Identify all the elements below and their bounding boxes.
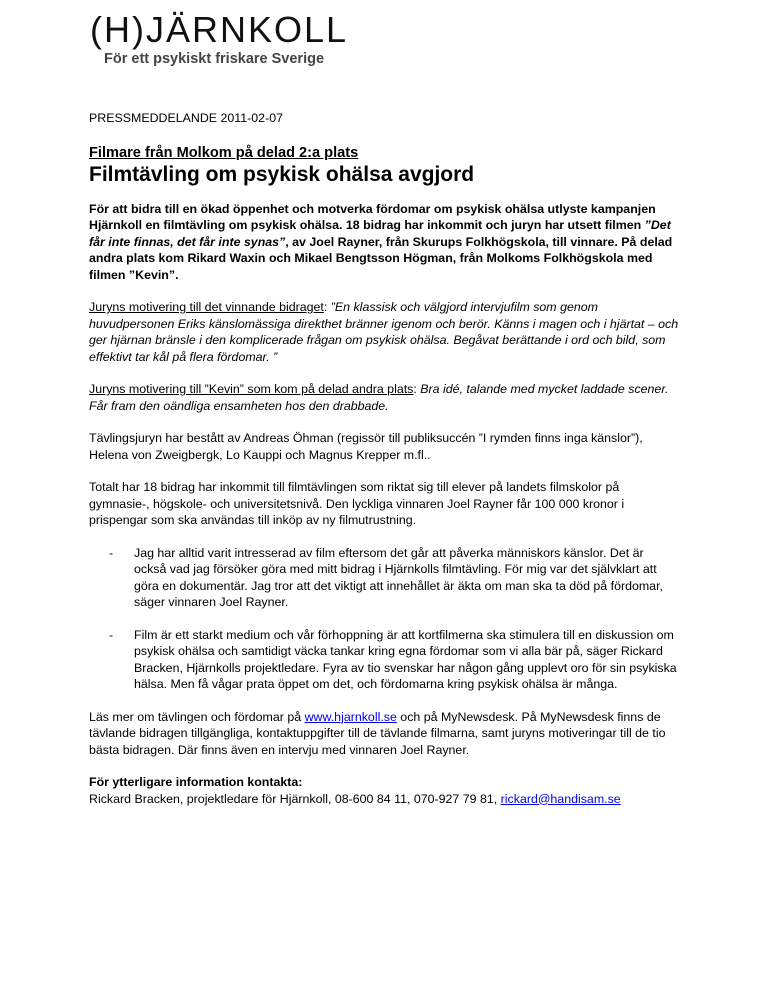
total-paragraph: Totalt har 18 bidrag har inkommit till filmtävlingen som riktat sig till elever på landets filmskolor på gymnasie-, högskole- och universitetsnivå. Den lyckliga vinnaren Joel Rayner får 100 000 kronor i prispengar som ska användas till inköp av ny filmutrustning. (89, 480, 625, 527)
read-more-paragraph (89, 709, 679, 759)
read-more-text-end: och på MyNewsdesk. På MyNewsdesk finns de tävlande bidragen tillgängliga, kontaktuppgifter till de tävlande filmarna, samt juryns motiveringar till de tio bästa bidragen. Där finns även en intervju med vinnaren Joel Rayner. (89, 709, 666, 757)
motivation-label: Juryns motivering till ”Kevin” som kom på delad andra plats (89, 382, 414, 396)
read-more-text: Läs mer om tävlingen och fördomar på (89, 709, 305, 724)
website-link[interactable]: www.hjarnkoll.se (304, 709, 397, 724)
logo-wordmark: (H)JÄRNKOLL (90, 9, 349, 50)
page-title: Filmtävling om psykisk ohälsa avgjord (89, 162, 475, 186)
motivation-text: ”En klassisk och välgjord intervjufilm som genom huvudpersonen Eriks känslomässiga direkthet bränner igenom och berör. Känns i magen och i hjärtat – och ger hjärnan bränsle i den komplicerade frågan om psykisk ohälsa. Begåvat berättande i ord och bild, som effektivt tar kål på flera fördomar. ” (89, 300, 679, 364)
jury-paragraph: Tävlingsjuryn har bestått av Andreas Öhman (regissör till publiksuccén ”I rymden finns inga känslor”), Helena von Zweigbergk, Lo Kauppi och Magnus Krepper m.fl.. (89, 431, 643, 462)
document-body (89, 110, 679, 823)
contact-line (89, 791, 679, 808)
quote-text: Film är ett starkt medium och vår förhoppning är att kortfilmerna ska stimulera till en diskussion om psykisk ohälsa och samtidigt väcka tankar kring egna fördomar som vi alla bär på, säger Rickard Bracken, Hjärnkolls projektledare. Fyra av tio svenskar har någon gång upplevt oro för sin psykiska hälsa. Men få vågar prata öppet om det, och fördomarna kring psykisk ohälsa är många. (134, 627, 677, 691)
motivation-separator: : (323, 300, 331, 314)
lead-paragraph (89, 201, 679, 284)
lead-text: För att bidra till en ökad öppenhet och motverka fördomar om psykisk ohälsa utlyste kampanjen Hjärnkoll en filmtävling om psykisk ohälsa. 18 bidrag har inkommit och juryn har utsett filmen (89, 201, 656, 232)
list-dash: - (109, 627, 114, 642)
jury-motivation-winner (89, 299, 679, 365)
jury-motivation-kevin (89, 381, 679, 414)
subheadline: Filmare från Molkom på delad 2:a plats (89, 144, 359, 161)
quote-list (89, 545, 679, 693)
logo-tagline: För ett psykiskt friskare Sverige (104, 51, 325, 67)
quote-text: Jag har alltid varit intresserad av film eftersom det går att påverka människors känslor. Det är också vad jag försöker göra med mitt bidrag i Hjärnkolls filmtävling. För mig var det självklart att göra en dokumentär. Jag tror att det viktigt att innehållet är äkta om man ska ta död på fördomar, säger vinnaren Joel Rayner. (134, 545, 663, 609)
contact-text: Rickard Bracken, projektledare för Hjärnkoll, 08-600 84 11, 070-927 79 81, (89, 791, 501, 806)
motivation-separator: : (413, 382, 421, 396)
dateline: PRESSMEDDELANDE 2011-02-07 (89, 111, 283, 125)
motivation-text: Bra idé, talande med mycket laddade scener. Får fram den oändliga ensamheten hos den drabbade. (89, 382, 669, 413)
email-link[interactable]: rickard@handisam.se (500, 791, 621, 806)
hjarnkoll-logo (90, 10, 390, 68)
motivation-label: Juryns motivering till det vinnande bidraget (89, 300, 324, 314)
lead-text-end: , av Joel Rayner, från Skurups Folkhögskola, till vinnare. På delad andra plats kom Rikard Waxin och Mikael Bengtsson Högman, från Molkoms Folkhögskola med filmen ”Kevin”. (89, 234, 673, 282)
contact-heading: För ytterligare information kontakta: (89, 775, 303, 789)
quote-item (89, 545, 679, 611)
quote-item (89, 627, 679, 693)
list-dash: - (109, 545, 114, 560)
winning-film-title: ”Det får inte finnas, det får inte synas” (89, 218, 671, 249)
